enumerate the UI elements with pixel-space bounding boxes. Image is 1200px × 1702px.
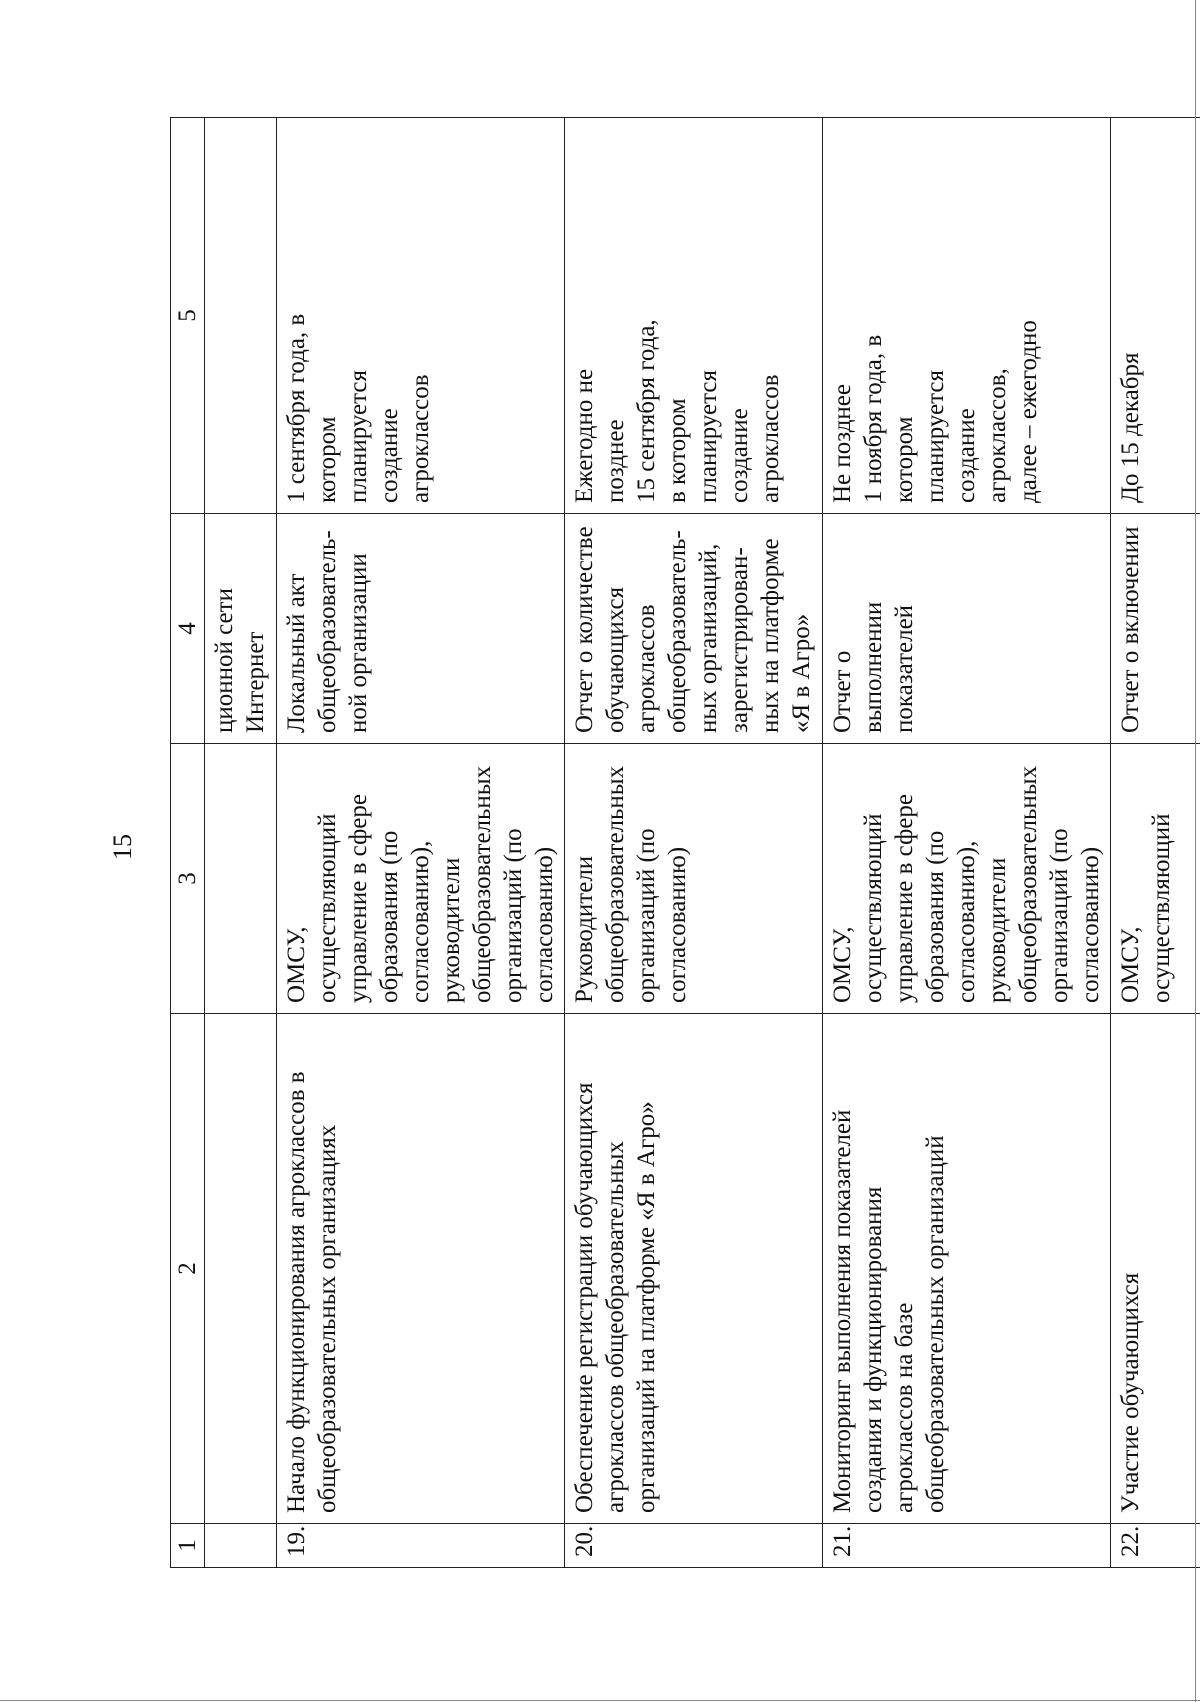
table-header-row xyxy=(171,118,205,1568)
header-cell-3: 3 xyxy=(171,744,205,1014)
cell-num: 20. xyxy=(565,1524,823,1568)
cell-deadline: До 15 декабря xyxy=(1111,118,1200,514)
cell-event xyxy=(205,1014,277,1524)
cell-result: Отчет о количестве обучающихся агроклассов общеобразователь- ных организаций, зарегистрирован- ных на платформе «Я в Агро» xyxy=(565,514,823,744)
cell-responsible: ОМСУ, осуществляющий xyxy=(1111,744,1200,1014)
cell-num: 22. xyxy=(1111,1524,1200,1568)
cell-deadline xyxy=(205,118,277,514)
cell-responsible: ОМСУ, осуществляющий управление в сфере образования (по согласованию), руководители общеобразовательных организаций (по согласованию) xyxy=(823,744,1111,1014)
page-number: 15 xyxy=(108,834,137,860)
scan-edge-bottom xyxy=(0,1700,1200,1701)
cell-result: ционной сети Интернет xyxy=(205,514,277,744)
plan-table-rotated xyxy=(170,118,1200,1568)
table-row-continuation xyxy=(205,118,277,1568)
cell-event: Обеспечение регистрации обучающихся агроклассов общеобразовательных организаций на платформе «Я в Агро» xyxy=(565,1014,823,1524)
cell-result: Отчет о выполнении показателей xyxy=(823,514,1111,744)
table-row-21 xyxy=(823,118,1111,1568)
table-row-19 xyxy=(277,118,565,1568)
cell-event: Начало функционирования агроклассов в общеобразовательных организациях xyxy=(277,1014,565,1524)
table-row-20 xyxy=(565,118,823,1568)
header-cell-1: 1 xyxy=(171,1524,205,1568)
header-cell-4: 4 xyxy=(171,514,205,744)
cell-event: Участие обучающихся xyxy=(1111,1014,1200,1524)
cell-num: 19. xyxy=(277,1524,565,1568)
scan-edge-right xyxy=(1195,0,1196,1702)
cell-responsible xyxy=(205,744,277,1014)
cell-num xyxy=(205,1524,277,1568)
cell-result: Локальный акт общеобразователь- ной организации xyxy=(277,514,565,744)
header-cell-2: 2 xyxy=(171,1014,205,1524)
cell-deadline: Не позднее 1 ноября года, в котором планируется создание агроклассов, далее – ежегодно xyxy=(823,118,1111,514)
cell-deadline: 1 сентября года, в котором планируется создание агроклассов xyxy=(277,118,565,514)
cell-responsible: Руководители общеобразовательных организаций (по согласованию) xyxy=(565,744,823,1014)
cell-responsible: ОМСУ, осуществляющий управление в сфере образования (по согласованию), руководители общеобразовательных организаций (по согласованию) xyxy=(277,744,565,1014)
cell-result: Отчет о включении xyxy=(1111,514,1200,744)
header-cell-5: 5 xyxy=(171,118,205,514)
table-row-22 xyxy=(1111,118,1200,1568)
cell-event: Мониторинг выполнения показателей создания и функционирования агроклассов на базе общеобразовательных организаций xyxy=(823,1014,1111,1524)
cell-num: 21. xyxy=(823,1524,1111,1568)
cell-deadline: Ежегодно не позднее 15 сентября года, в котором планируется создание агроклассов xyxy=(565,118,823,514)
plan-table xyxy=(170,117,1200,1568)
